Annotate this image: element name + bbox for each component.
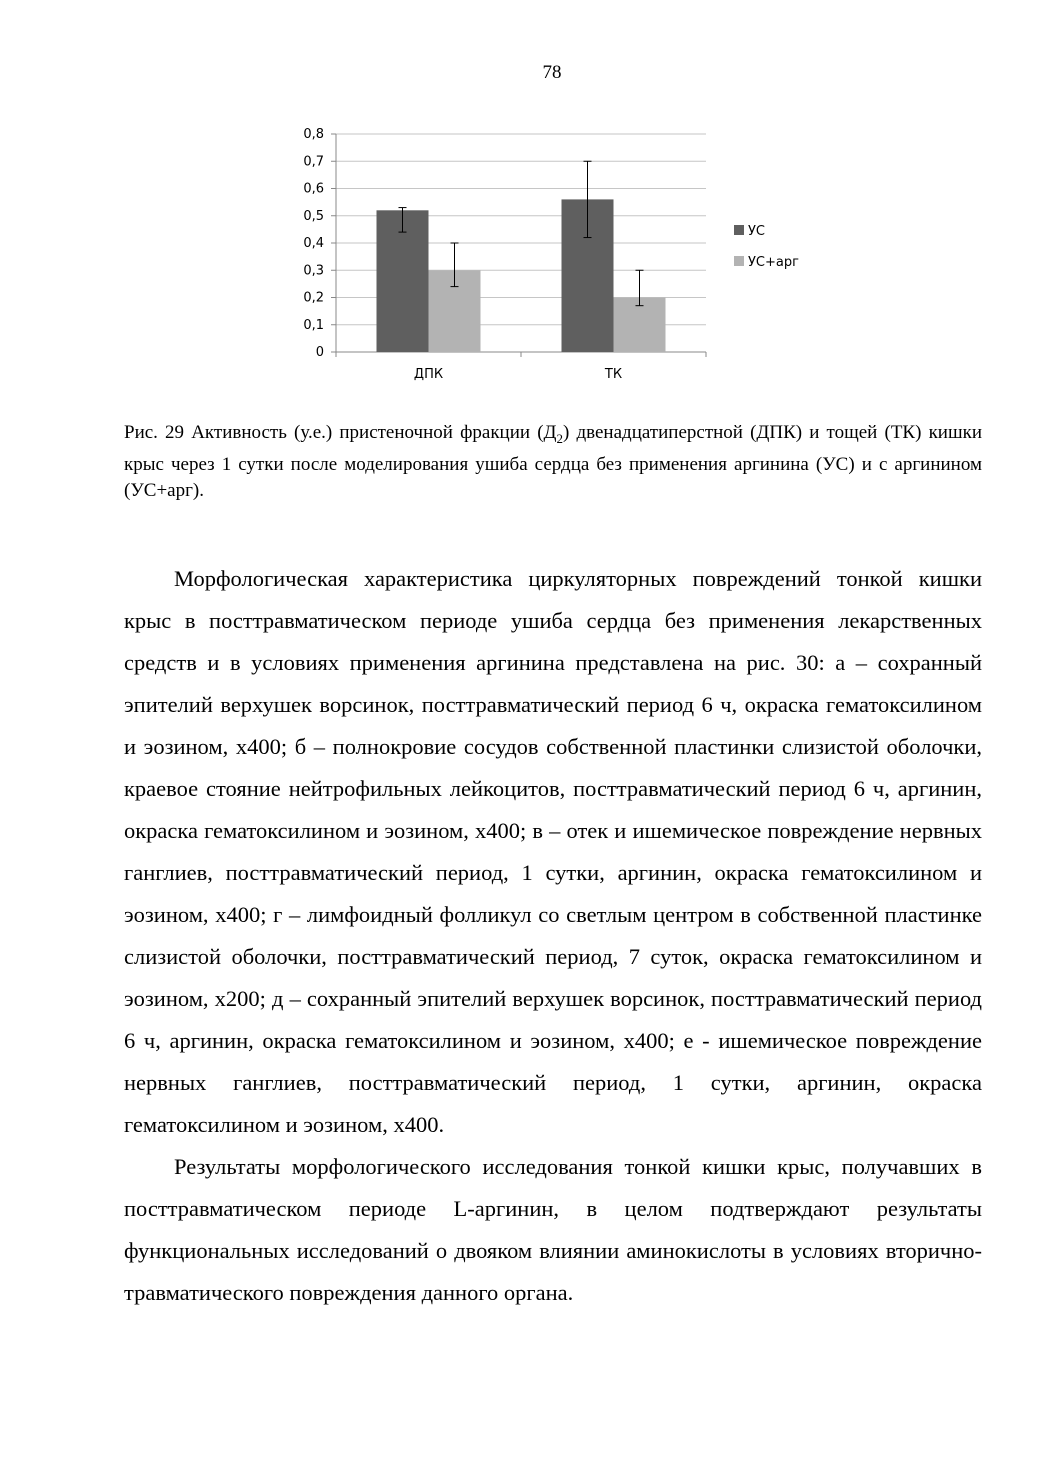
y-tick-label: 0,2: [303, 290, 324, 306]
legend-label: УС+арг: [748, 255, 799, 270]
body-text: [124, 558, 982, 1314]
caption-subscript: 2: [556, 430, 563, 446]
caption-text-start: Рис. 29 Активность (у.е.) пристеночной фракции (Д: [124, 422, 557, 443]
paragraph-1: Морфологическая характеристика циркуляторных повреждений тонкой кишки крыс в посттравматическом периоде ушиба сердца без применения лекарственных средств и в условиях применения аргинина представлена на рис. 30: а – сохранный эпителий верхушек ворсинок, посттравматический период 6 ч, окраска гематоксилином и эозином, х400; б – полнокровие сосудов собственной пластинки слизистой оболочки, краевое стояние нейтрофильных лейкоцитов, посттравматический период 6 ч, аргинин, окраска гематоксилином и эозином, х400; в – отек и ишемическое повреждение нервных ганглиев, посттравматический период, 1 сутки, аргинин, окраска гематоксилином и эозином, х400; г – лимфоидный фолликул со светлым центром в собственной пластинке слизистой оболочки, посттравматический период, 7 суток, окраска гематоксилином и эозином, х200; д – сохранный эпителий верхушек ворсинок, посттравматический период 6 ч, аргинин, окраска гематоксилином и эозином, х400; е - ишемическое повреждение нервных ганглиев, посттравматический период, 1 сутки, аргинин, окраска гематоксилином и эозином, х400.: [124, 566, 982, 1137]
y-tick-label: 0,7: [303, 154, 324, 170]
caption-text-end: ) двенадцатиперстной (ДПК) и тощей (ТК) кишки крыс через 1 сутки после моделирования ушиба сердца без применения аргинина (УС) и с аргинином (УС+арг).: [124, 422, 982, 501]
y-tick-label: 0,8: [303, 127, 324, 142]
bar-chart: [280, 118, 840, 398]
y-tick-label: 0,6: [303, 181, 324, 197]
legend-swatch: [734, 225, 744, 235]
x-tick-label: ДПК: [413, 367, 444, 382]
chart-svg: [280, 118, 840, 398]
figure-caption: [124, 420, 982, 504]
y-tick-label: 0: [315, 345, 324, 360]
paragraph-2: Результаты морфологического исследования тонкой кишки крыс, получавших в посттравматическом периоде L-аргинин, в целом подтверждают результаты функциональных исследований о двояком влиянии аминокислоты в условиях вторично-травматического повреждения данного органа.: [124, 1154, 982, 1305]
y-tick-label: 0,1: [303, 317, 324, 333]
page-number: 78: [542, 62, 562, 83]
legend-label: УС: [748, 224, 765, 239]
y-tick-label: 0,3: [303, 263, 324, 279]
y-tick-label: 0,5: [303, 208, 324, 224]
y-tick-label: 0,4: [303, 236, 324, 251]
x-tick-label: ТК: [604, 367, 623, 382]
legend-swatch: [734, 256, 744, 266]
